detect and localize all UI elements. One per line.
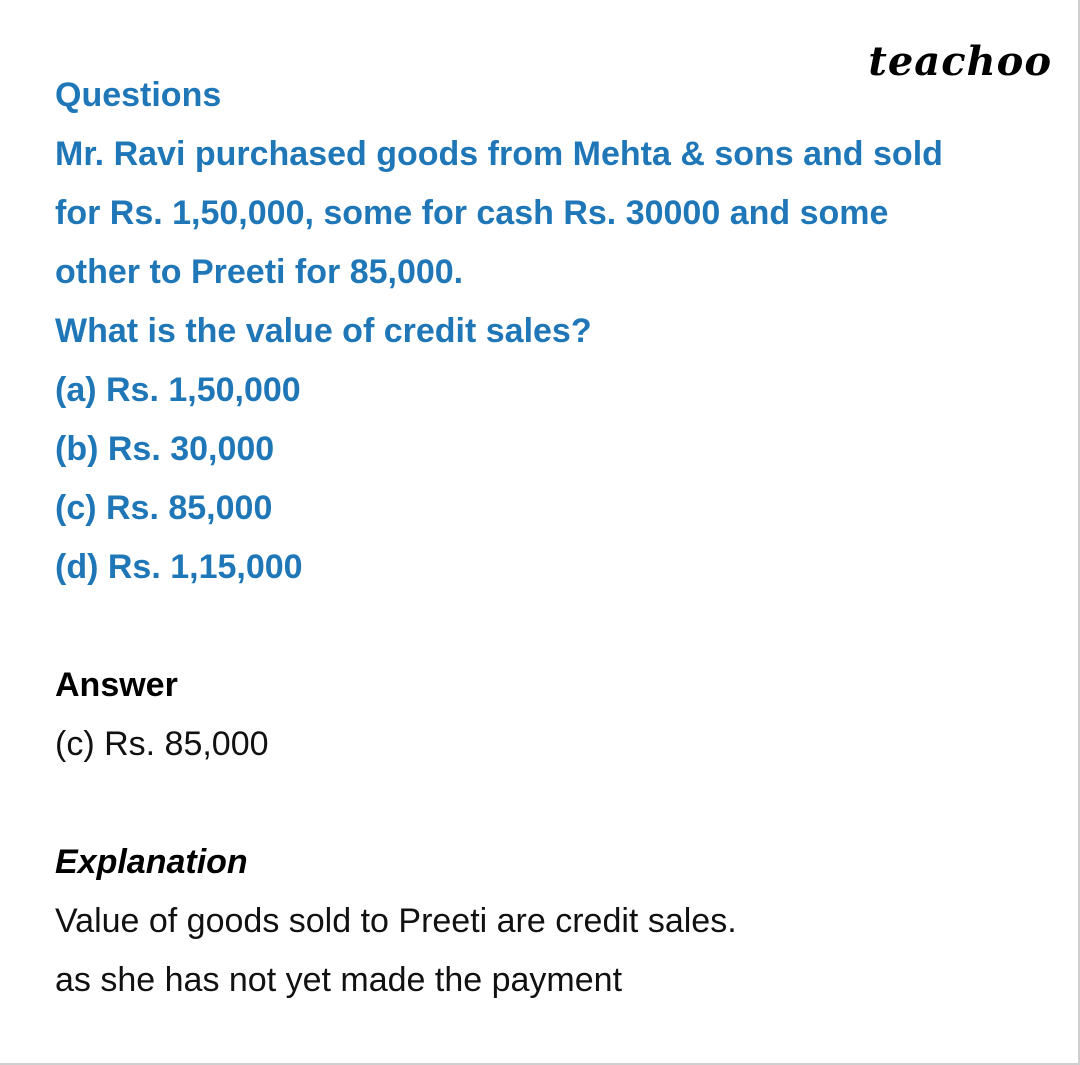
question-line: other to Preeti for 85,000. (55, 253, 464, 291)
spacer (55, 774, 1045, 833)
question-line: What is the value of credit sales? (55, 312, 592, 350)
option-a: (a) Rs. 1,50,000 (55, 371, 301, 409)
question-line: Mr. Ravi purchased goods from Mehta & sons and sold (55, 135, 943, 173)
option-c: (c) Rs. 85,000 (55, 489, 273, 527)
option-d: (d) Rs. 1,15,000 (55, 548, 303, 586)
spacer (55, 597, 1045, 656)
question-line: for Rs. 1,50,000, some for cash Rs. 30000 and some (55, 194, 889, 232)
document-body (55, 66, 1045, 1010)
answer-heading: Answer (55, 666, 178, 704)
answer-value: (c) Rs. 85,000 (55, 725, 269, 763)
explanation-line: Value of goods sold to Preeti are credit sales. (55, 902, 737, 940)
teachoo-logo: teachoo (868, 38, 1052, 85)
explanation-line: as she has not yet made the payment (55, 961, 623, 999)
question-heading: Questions (55, 76, 222, 114)
option-b: (b) Rs. 30,000 (55, 430, 275, 468)
explanation-heading: Explanation (55, 843, 248, 881)
